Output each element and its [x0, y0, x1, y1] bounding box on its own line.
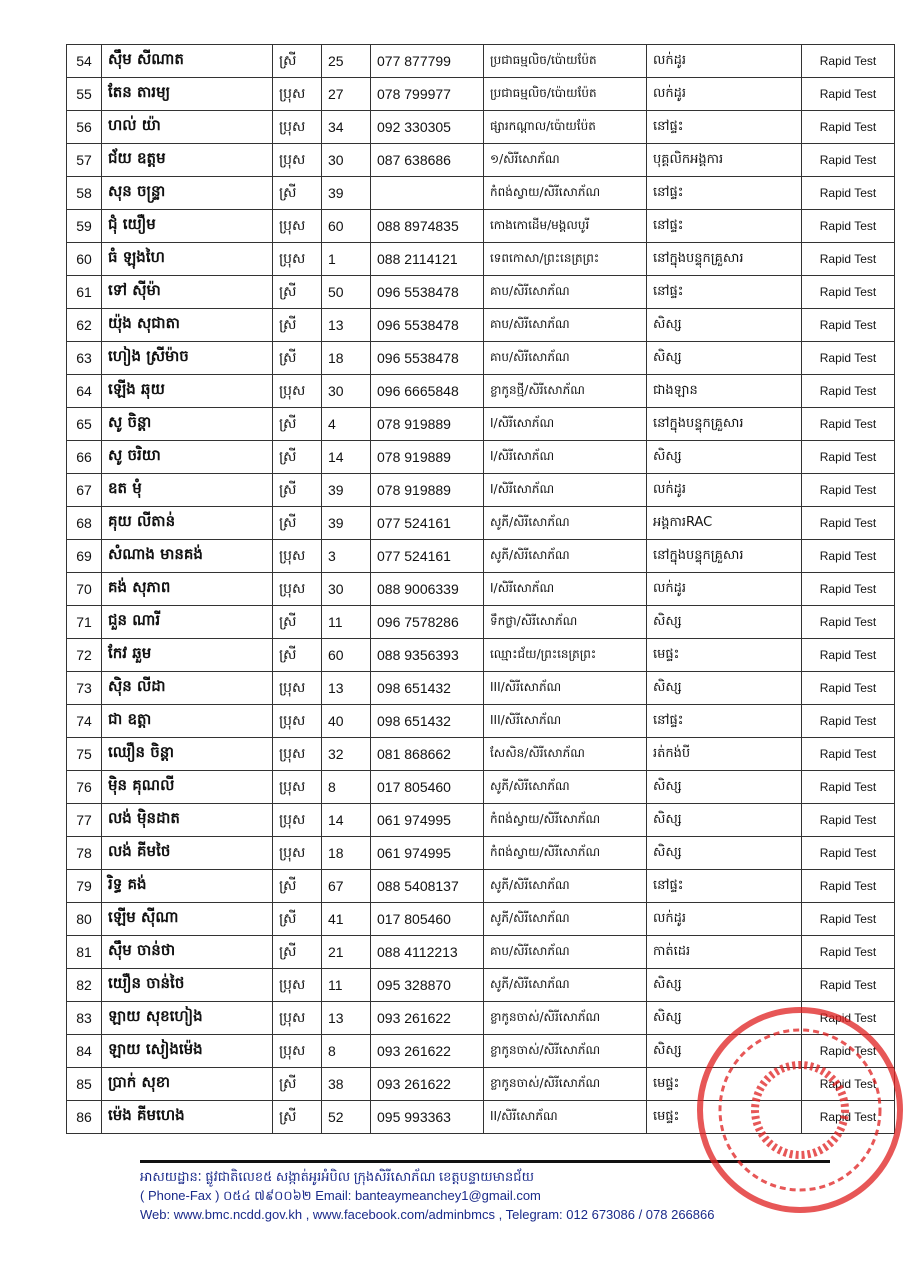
test-type: Rapid Test — [802, 903, 895, 936]
patient-name: តែន តារម្យ — [102, 78, 273, 111]
phone: 077 877799 — [371, 45, 484, 78]
patient-name: កែវ ឆួម — [102, 639, 273, 672]
row-number: 57 — [67, 144, 102, 177]
footer-address: អាសយដ្ឋានៈ ផ្លូវជាតិលេខ៥ សង្កាត់អូរអំបិល ក្រុងសិរីសោភ័ណ ខេត្តបន្ទាយមានជ័យ — [140, 1169, 534, 1184]
address: I/សិរីសោភ័ណ — [484, 408, 647, 441]
occupation: លក់ដូរ — [647, 474, 802, 507]
age: 11 — [322, 606, 371, 639]
occupation: លក់ដូរ — [647, 573, 802, 606]
table-row — [67, 474, 895, 507]
age: 4 — [322, 408, 371, 441]
address: ទេពកោសា/ព្រះនេត្រព្រះ — [484, 243, 647, 276]
sex: ប្រុស — [273, 1002, 322, 1035]
row-number: 83 — [67, 1002, 102, 1035]
sex: ស្រី — [273, 903, 322, 936]
phone: 098 651432 — [371, 672, 484, 705]
table-row — [67, 771, 895, 804]
table-row — [67, 375, 895, 408]
test-type: Rapid Test — [802, 1068, 895, 1101]
row-number: 66 — [67, 441, 102, 474]
patient-name: ទៅ ស៊ីម៉ា — [102, 276, 273, 309]
address: I/សិរីសោភ័ណ — [484, 441, 647, 474]
sex: ប្រុស — [273, 837, 322, 870]
patient-name: ឡើង ឆុយ — [102, 375, 273, 408]
address: ទឹកថ្លា/សិរីសោភ័ណ — [484, 606, 647, 639]
test-type: Rapid Test — [802, 243, 895, 276]
row-number: 72 — [67, 639, 102, 672]
patient-name: ម៉ិន គុណលី — [102, 771, 273, 804]
sex: ស្រី — [273, 474, 322, 507]
occupation: នៅផ្ទះ — [647, 870, 802, 903]
occupation: សិស្ស — [647, 672, 802, 705]
occupation: នៅក្នុងបន្ទុកគ្រួសារ — [647, 243, 802, 276]
patient-name: ជួន ណារី — [102, 606, 273, 639]
table-row — [67, 78, 895, 111]
address: គាប/សិរីសោភ័ណ — [484, 342, 647, 375]
test-type: Rapid Test — [802, 639, 895, 672]
official-stamp-icon — [690, 1000, 910, 1220]
patient-name: គុយ លីតាន់ — [102, 507, 273, 540]
patient-name: ឡាយ សុខហៀង — [102, 1002, 273, 1035]
occupation: សិស្ស — [647, 1035, 802, 1068]
sex: ស្រី — [273, 45, 322, 78]
row-number: 62 — [67, 309, 102, 342]
row-number: 86 — [67, 1101, 102, 1134]
age: 14 — [322, 804, 371, 837]
phone: 078 919889 — [371, 474, 484, 507]
row-number: 71 — [67, 606, 102, 639]
address: សូភី/សិរីសោភ័ណ — [484, 870, 647, 903]
phone: 088 8974835 — [371, 210, 484, 243]
row-number: 54 — [67, 45, 102, 78]
row-number: 78 — [67, 837, 102, 870]
occupation: នៅផ្ទះ — [647, 276, 802, 309]
patient-name: យឿន ចាន់ថៃ — [102, 969, 273, 1002]
table-row — [67, 111, 895, 144]
phone: 095 993363 — [371, 1101, 484, 1134]
occupation: នៅក្នុងបន្ទុកគ្រួសារ — [647, 540, 802, 573]
sex: ប្រុស — [273, 672, 322, 705]
occupation: លក់ដូរ — [647, 45, 802, 78]
row-number: 80 — [67, 903, 102, 936]
age: 30 — [322, 573, 371, 606]
sex: ស្រី — [273, 936, 322, 969]
phone: 098 651432 — [371, 705, 484, 738]
test-type: Rapid Test — [802, 1101, 895, 1134]
age: 27 — [322, 78, 371, 111]
phone: 078 799977 — [371, 78, 484, 111]
test-type: Rapid Test — [802, 738, 895, 771]
row-number: 76 — [67, 771, 102, 804]
patient-name: សំណាង មានគង់ — [102, 540, 273, 573]
phone: 088 2114121 — [371, 243, 484, 276]
test-type: Rapid Test — [802, 1035, 895, 1068]
phone: 093 261622 — [371, 1002, 484, 1035]
age: 60 — [322, 210, 371, 243]
test-type: Rapid Test — [802, 936, 895, 969]
sex: ប្រុស — [273, 540, 322, 573]
table-row — [67, 144, 895, 177]
address: ខ្លាកូនថ្មី/សិរីសោភ័ណ — [484, 375, 647, 408]
occupation: សិស្ស — [647, 969, 802, 1002]
sex: ស្រី — [273, 1101, 322, 1134]
phone: 078 919889 — [371, 441, 484, 474]
age: 13 — [322, 309, 371, 342]
table-row — [67, 210, 895, 243]
age: 30 — [322, 144, 371, 177]
phone: 096 5538478 — [371, 309, 484, 342]
sex: ប្រុស — [273, 771, 322, 804]
address: ១/សិរីសោភ័ណ — [484, 144, 647, 177]
test-type: Rapid Test — [802, 45, 895, 78]
test-type: Rapid Test — [802, 375, 895, 408]
row-number: 69 — [67, 540, 102, 573]
age: 41 — [322, 903, 371, 936]
table-row — [67, 738, 895, 771]
patient-name: ម៉េង គីមហេង — [102, 1101, 273, 1134]
occupation: មេផ្ទះ — [647, 639, 802, 672]
occupation: នៅក្នុងបន្ទុកគ្រួសារ — [647, 408, 802, 441]
patient-name: ឡេីម ស៊ីណា — [102, 903, 273, 936]
row-number: 59 — [67, 210, 102, 243]
phone: 093 261622 — [371, 1035, 484, 1068]
address: សូភី/សិរីសោភ័ណ — [484, 540, 647, 573]
phone: 092 330305 — [371, 111, 484, 144]
age: 32 — [322, 738, 371, 771]
occupation: បុគ្គលិកអង្គការ — [647, 144, 802, 177]
age: 8 — [322, 1035, 371, 1068]
sex: ស្រី — [273, 276, 322, 309]
patient-name: ប្រាក់ សុខា — [102, 1068, 273, 1101]
address: ឈ្មោះជ័យ/ព្រះនេត្រព្រះ — [484, 639, 647, 672]
age: 13 — [322, 672, 371, 705]
address: II/សិរីសោភ័ណ — [484, 1101, 647, 1134]
row-number: 73 — [67, 672, 102, 705]
phone: 088 9006339 — [371, 573, 484, 606]
age: 39 — [322, 474, 371, 507]
address: កំពង់ស្វាយ/សិរីសោភ័ណ — [484, 804, 647, 837]
age: 18 — [322, 837, 371, 870]
phone: 017 805460 — [371, 771, 484, 804]
table-row — [67, 969, 895, 1002]
table-row — [67, 408, 895, 441]
sex: ប្រុស — [273, 1035, 322, 1068]
occupation: នៅផ្ទះ — [647, 705, 802, 738]
patient-name: ស៊ឹម សីណាត — [102, 45, 273, 78]
phone: 077 524161 — [371, 540, 484, 573]
occupation: សិស្ស — [647, 837, 802, 870]
occupation: មេផ្ទះ — [647, 1101, 802, 1134]
age: 34 — [322, 111, 371, 144]
table-row — [67, 804, 895, 837]
patient-name: ស៊ឹម ចាន់ថា — [102, 936, 273, 969]
patient-name: ស៊ិន លីដា — [102, 672, 273, 705]
row-number: 58 — [67, 177, 102, 210]
occupation: អង្គការRAC — [647, 507, 802, 540]
row-number: 74 — [67, 705, 102, 738]
address: សូភី/សិរីសោភ័ណ — [484, 507, 647, 540]
row-number: 84 — [67, 1035, 102, 1068]
address: សែសិន/សិរីសោភ័ណ — [484, 738, 647, 771]
phone: 096 6665848 — [371, 375, 484, 408]
test-type: Rapid Test — [802, 210, 895, 243]
sex: ស្រី — [273, 441, 322, 474]
sex: ស្រី — [273, 507, 322, 540]
phone — [371, 177, 484, 210]
age: 25 — [322, 45, 371, 78]
address: ខ្លាកូនចាស់/សិរីសោភ័ណ — [484, 1035, 647, 1068]
row-number: 60 — [67, 243, 102, 276]
address: ប្រជាធម្មលិច/ប៉ោយប៉ែត — [484, 78, 647, 111]
occupation: នៅផ្ទះ — [647, 177, 802, 210]
occupation: សិស្ស — [647, 342, 802, 375]
table-row — [67, 309, 895, 342]
sex: ស្រី — [273, 606, 322, 639]
sex: ប្រុស — [273, 243, 322, 276]
table-row — [67, 45, 895, 78]
patient-name: លង់ គីមថៃ — [102, 837, 273, 870]
table-row — [67, 606, 895, 639]
test-type: Rapid Test — [802, 507, 895, 540]
test-type: Rapid Test — [802, 408, 895, 441]
phone: 077 524161 — [371, 507, 484, 540]
test-type: Rapid Test — [802, 969, 895, 1002]
age: 52 — [322, 1101, 371, 1134]
occupation: សិស្ស — [647, 804, 802, 837]
patient-name: ឈឿន ចិន្ដា — [102, 738, 273, 771]
age: 38 — [322, 1068, 371, 1101]
phone: 096 7578286 — [371, 606, 484, 639]
occupation: នៅផ្ទះ — [647, 111, 802, 144]
test-type: Rapid Test — [802, 474, 895, 507]
row-number: 67 — [67, 474, 102, 507]
occupation: នៅផ្ទះ — [647, 210, 802, 243]
occupation: លក់ដូរ — [647, 78, 802, 111]
phone: 017 805460 — [371, 903, 484, 936]
sex: ប្រុស — [273, 738, 322, 771]
row-number: 61 — [67, 276, 102, 309]
table-row — [67, 177, 895, 210]
test-type: Rapid Test — [802, 342, 895, 375]
table-row — [67, 870, 895, 903]
address: I/សិរីសោភ័ណ — [484, 474, 647, 507]
table-row — [67, 672, 895, 705]
table-row — [67, 639, 895, 672]
test-type: Rapid Test — [802, 870, 895, 903]
age: 8 — [322, 771, 371, 804]
test-type: Rapid Test — [802, 672, 895, 705]
address: គាប/សិរីសោភ័ណ — [484, 276, 647, 309]
age: 60 — [322, 639, 371, 672]
test-type: Rapid Test — [802, 309, 895, 342]
row-number: 70 — [67, 573, 102, 606]
table-row — [67, 243, 895, 276]
age: 13 — [322, 1002, 371, 1035]
age: 40 — [322, 705, 371, 738]
footer-web: Web: www.bmc.ncdd.gov.kh , www.facebook.com/adminbmcs , Telegram: 012 673086 / 078 266866 — [140, 1207, 715, 1222]
address: កោងកោដើម/មង្គលបូរី — [484, 210, 647, 243]
patient-name: ឡាយ សៀងម៉េង — [102, 1035, 273, 1068]
row-number: 68 — [67, 507, 102, 540]
test-type: Rapid Test — [802, 573, 895, 606]
sex: ស្រី — [273, 639, 322, 672]
address: III/សិរីសោភ័ណ — [484, 672, 647, 705]
row-number: 77 — [67, 804, 102, 837]
address: សូភី/សិរីសោភ័ណ — [484, 771, 647, 804]
occupation: សិស្ស — [647, 309, 802, 342]
phone: 088 4112213 — [371, 936, 484, 969]
occupation: សិស្ស — [647, 771, 802, 804]
sex: ប្រុស — [273, 78, 322, 111]
footer-contact: ( Phone-Fax ) ០៥៤ ៧៩០០៦២ Email: banteaymeanchey1@gmail.com — [140, 1188, 541, 1203]
age: 50 — [322, 276, 371, 309]
table-row — [67, 837, 895, 870]
test-type: Rapid Test — [802, 177, 895, 210]
row-number: 75 — [67, 738, 102, 771]
phone: 096 5538478 — [371, 276, 484, 309]
address: កំពង់ស្វាយ/សិរីសោភ័ណ — [484, 837, 647, 870]
sex: ស្រី — [273, 408, 322, 441]
test-type: Rapid Test — [802, 606, 895, 639]
patient-name: គង់ សុភាព — [102, 573, 273, 606]
row-number: 81 — [67, 936, 102, 969]
row-number: 56 — [67, 111, 102, 144]
table-row — [67, 507, 895, 540]
row-number: 85 — [67, 1068, 102, 1101]
test-type: Rapid Test — [802, 276, 895, 309]
occupation: ជាងឡាន — [647, 375, 802, 408]
address: ខ្លាកូនចាស់/សិរីសោភ័ណ — [484, 1068, 647, 1101]
test-type: Rapid Test — [802, 837, 895, 870]
occupation: សិស្ស — [647, 1002, 802, 1035]
patient-name: ហៀង ស្រីម៉ាច — [102, 342, 273, 375]
table-row — [67, 705, 895, 738]
age: 39 — [322, 177, 371, 210]
patient-name: ឧត មុំ — [102, 474, 273, 507]
patient-name: ហល់ យ៉ា — [102, 111, 273, 144]
test-type: Rapid Test — [802, 441, 895, 474]
sex: ប្រុស — [273, 111, 322, 144]
address: គាប/សិរីសោភ័ណ — [484, 309, 647, 342]
patient-name: ជា ឧត្ដា — [102, 705, 273, 738]
patient-name: សូ ចិន្ដា — [102, 408, 273, 441]
table-row — [67, 540, 895, 573]
sex: ប្រុស — [273, 573, 322, 606]
occupation: លក់ដូរ — [647, 903, 802, 936]
table-row — [67, 276, 895, 309]
sex: ប្រុស — [273, 144, 322, 177]
test-type: Rapid Test — [802, 78, 895, 111]
sex: ស្រី — [273, 309, 322, 342]
patient-name: ធំ ឡុងហៃ — [102, 243, 273, 276]
age: 14 — [322, 441, 371, 474]
address: ប្រជាធម្មលិច/ប៉ោយប៉ែត — [484, 45, 647, 78]
patient-name: ជុំ យឿម — [102, 210, 273, 243]
patient-name: ជ័យ ឧត្ដម — [102, 144, 273, 177]
row-number: 55 — [67, 78, 102, 111]
phone: 087 638686 — [371, 144, 484, 177]
phone: 096 5538478 — [371, 342, 484, 375]
phone: 078 919889 — [371, 408, 484, 441]
age: 39 — [322, 507, 371, 540]
occupation: សិស្ស — [647, 441, 802, 474]
sex: ប្រុស — [273, 804, 322, 837]
sex: ស្រី — [273, 177, 322, 210]
age: 18 — [322, 342, 371, 375]
test-type: Rapid Test — [802, 111, 895, 144]
test-type: Rapid Test — [802, 705, 895, 738]
phone: 088 9356393 — [371, 639, 484, 672]
sex: ស្រី — [273, 342, 322, 375]
test-type: Rapid Test — [802, 144, 895, 177]
table-row — [67, 903, 895, 936]
age: 21 — [322, 936, 371, 969]
sex: ប្រុស — [273, 210, 322, 243]
row-number: 82 — [67, 969, 102, 1002]
sex: ប្រុស — [273, 969, 322, 1002]
phone: 095 328870 — [371, 969, 484, 1002]
sex: ប្រុស — [273, 705, 322, 738]
age: 1 — [322, 243, 371, 276]
phone: 061 974995 — [371, 837, 484, 870]
sex: ស្រី — [273, 870, 322, 903]
patient-table — [66, 44, 895, 1134]
row-number: 64 — [67, 375, 102, 408]
sex: ប្រុស — [273, 375, 322, 408]
address: I/សិរីសោភ័ណ — [484, 573, 647, 606]
occupation: កាត់ដេរ — [647, 936, 802, 969]
test-type: Rapid Test — [802, 540, 895, 573]
phone: 081 868662 — [371, 738, 484, 771]
patient-name: សុន ចន្ទ្រា — [102, 177, 273, 210]
patient-name: លង់ ម៉ិនដាត — [102, 804, 273, 837]
sex: ស្រី — [273, 1068, 322, 1101]
address: គាប/សិរីសោភ័ណ — [484, 936, 647, 969]
age: 3 — [322, 540, 371, 573]
patient-name: សូ ចរិយា — [102, 441, 273, 474]
row-number: 63 — [67, 342, 102, 375]
table-row — [67, 441, 895, 474]
age: 67 — [322, 870, 371, 903]
table-row — [67, 573, 895, 606]
phone: 061 974995 — [371, 804, 484, 837]
address: កំពង់ស្វាយ/សិរីសោភ័ណ — [484, 177, 647, 210]
address: III/សិរីសោភ័ណ — [484, 705, 647, 738]
patient-name: រិទ្ធ គង់ — [102, 870, 273, 903]
address: សូភី/សិរីសោភ័ណ — [484, 903, 647, 936]
address: ខ្លាកូនចាស់/សិរីសោភ័ណ — [484, 1002, 647, 1035]
table-row — [67, 936, 895, 969]
occupation: រត់កង់បី — [647, 738, 802, 771]
age: 30 — [322, 375, 371, 408]
occupation: មេផ្ទះ — [647, 1068, 802, 1101]
test-type: Rapid Test — [802, 771, 895, 804]
age: 11 — [322, 969, 371, 1002]
row-number: 79 — [67, 870, 102, 903]
row-number: 65 — [67, 408, 102, 441]
test-type: Rapid Test — [802, 1002, 895, 1035]
table-row — [67, 342, 895, 375]
patient-name: យ៉ុង សុជាតា — [102, 309, 273, 342]
occupation: សិស្ស — [647, 606, 802, 639]
address: សូភី/សិរីសោភ័ណ — [484, 969, 647, 1002]
test-type: Rapid Test — [802, 804, 895, 837]
address: ផ្សារកណ្ដាល/ប៉ោយប៉ែត — [484, 111, 647, 144]
phone: 093 261622 — [371, 1068, 484, 1101]
phone: 088 5408137 — [371, 870, 484, 903]
